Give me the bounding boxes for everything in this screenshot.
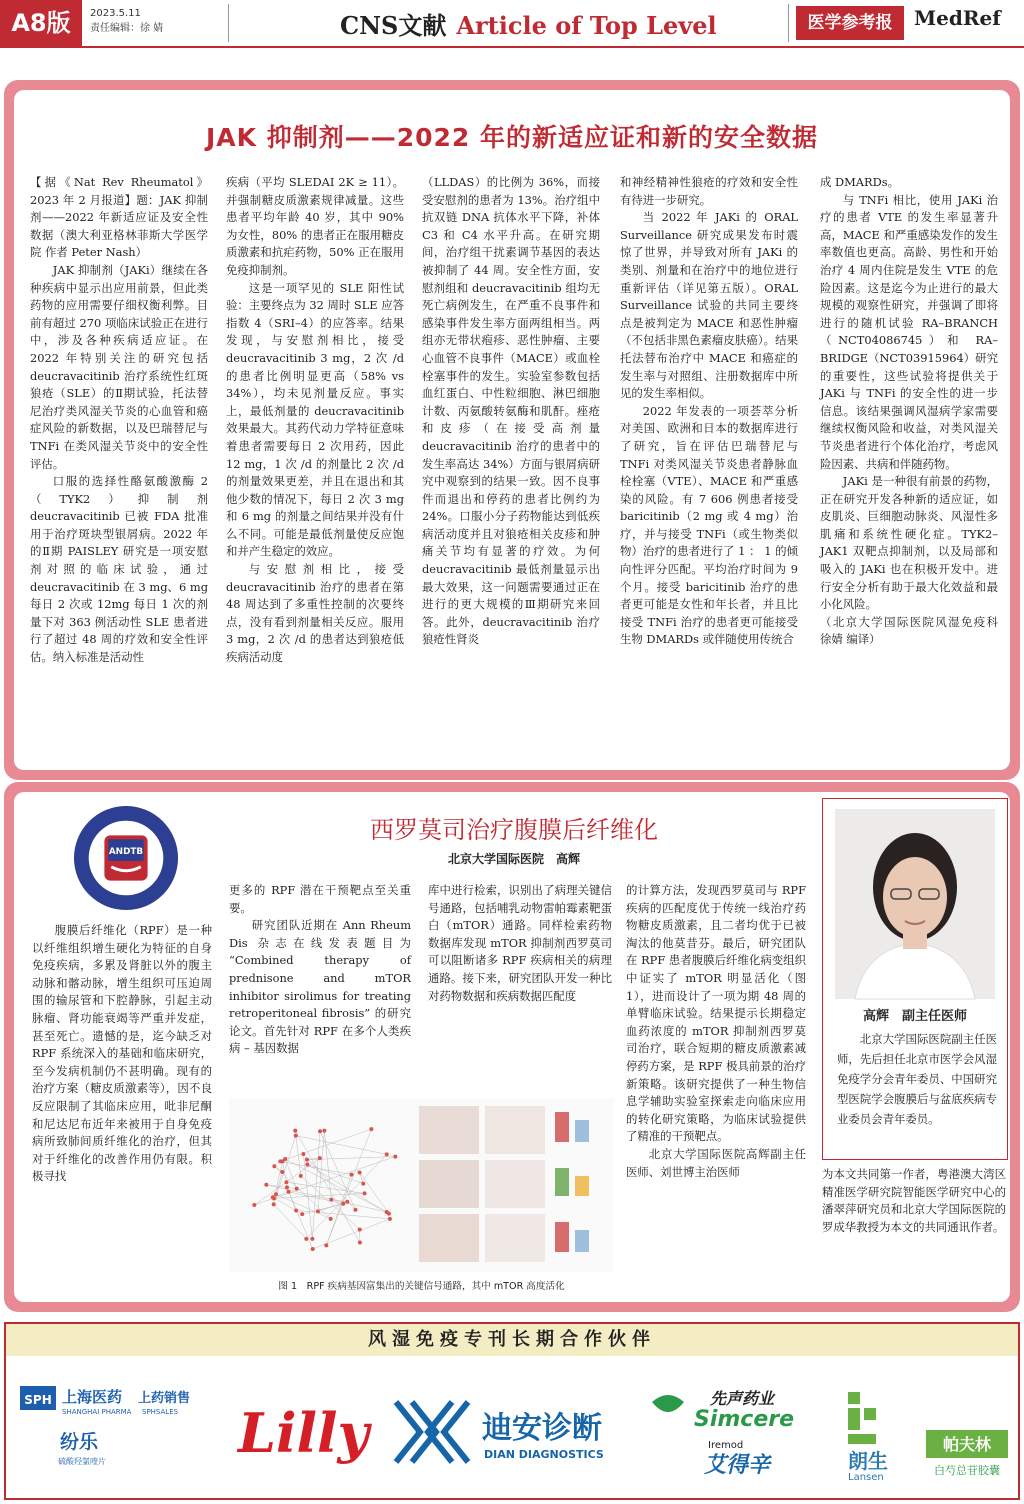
author-bio: 北京大学国际医院副主任医师，先后担任北京市医学会风湿免疫学分会青年委员、中国研究型医院学会腹膜后与盆底疾病专业委员会青年委员。 bbox=[837, 1032, 997, 1126]
figure-caption: 图 1 RPF 疾病基因富集出的关键信号通路，其中 mTOR 高度活化 bbox=[278, 1281, 565, 1292]
paragraph: 疾病（平均 SLEDAI 2K ≥ 11）。并强制糖皮质激素规律减量。这些患者平均年龄 40 岁，其中 90% 为女性，80% 的患者正在服用糖皮质激素和抗疟药物，50% 正在服用免疫抑制剂。 bbox=[226, 175, 408, 277]
iremod-en: Iremod bbox=[708, 1440, 744, 1451]
article-byline: 北京大学国际医院 高辉 bbox=[447, 852, 580, 866]
edition-label: A8版 bbox=[0, 0, 82, 46]
partners-section bbox=[4, 1322, 1020, 1500]
sph-name-en: SHANGHAI PHARMA bbox=[62, 1408, 132, 1416]
text-column bbox=[229, 882, 415, 1092]
lansen-logo bbox=[842, 1382, 1012, 1482]
article-title: JAK 抑制剂——2022 年的新适应证和新的安全数据 bbox=[205, 123, 818, 152]
header-divider bbox=[228, 4, 229, 42]
section-title-cn: CNS文献 bbox=[340, 11, 447, 40]
iremod-cn: 艾得辛 bbox=[704, 1453, 771, 1478]
paragraph: 更多的 RPF 潜在干预靶点至关重要。 bbox=[229, 883, 411, 915]
fenle-brand: 纷乐 bbox=[60, 1431, 99, 1453]
newspaper-name-en: MedRef bbox=[914, 6, 1001, 30]
article-title: 西罗莫司治疗腹膜后纤维化 bbox=[370, 816, 658, 844]
section-title-en: Article of Top Level bbox=[456, 11, 717, 40]
author-photo bbox=[835, 809, 995, 999]
figure-signaling-pathway bbox=[229, 1098, 614, 1272]
paragraph: JAK 抑制剂（JAKi）继续在各种疾病中显示出应用前景，但此类药物的应用需要仔细权衡利弊。目前有超过 270 项临床试验正在进行中，涉及各种疾病适应证。在 2022 年特别关注的研究包括 deucravacitinib 治疗系统性红斑狼疮（SLE）的Ⅱ期试验，托法替尼治疗类风湿关节炎的心血管和癌症风险的新数据，以及巴瑞替尼与 TNFi 在类风湿关节炎中的安全性评估。 bbox=[30, 262, 212, 471]
text-column bbox=[226, 174, 408, 770]
paragraph: JAKi 是一种很有前景的药物，正在研究开发各种新的适应证，如皮肌炎、巨细胞动脉炎、风湿性多肌痛和系统性硬化症。TYK2–JAK1 双靶点抑制剂，以及局部和吸入的 JAKi 也在积极开发中。进行安全分析有助于最大化效益和最小化风险。 bbox=[820, 474, 998, 612]
text-column bbox=[428, 882, 612, 1092]
text-column bbox=[822, 1166, 1006, 1302]
section-title bbox=[340, 6, 717, 41]
paragraph: 这是一项罕见的 SLE 阳性试验：主要终点为 32 周时 SLE 应答指数 4（SRI–4）的应答率。结果发现，与安慰剂相比，接受 deucravacitinib 3 mg，2 次 /d 的患者比例明显更高（58% vs 34%），均未见剂量反应。事实上，最低剂量的 deucravacitinib 效果最大。其药代动力学特征意味着患者需要每日 2 次用药，因此 12 mg，1 次 /d 的剂量比 2 次 /d 的剂量效果更差，并且在退出和其他少数的情况下，每日 2 次 3 mg 和 6 mg 的剂量之间结果并没有什么不同。可能是最低剂量使反应饱和并产生稳定的效应。 bbox=[226, 280, 408, 559]
issue-meta bbox=[90, 6, 163, 36]
paragraph: 和神经精神性狼疮的疗效和安全性有待进一步研究。 bbox=[620, 175, 798, 207]
paragraph: 与 TNFi 相比，使用 JAKi 治疗的患者 VTE 的发生率显著升高，MACE 和严重感染发作的发生率数值也更高。高龄、男性和开始治疗 4 周内住院是发生 VTE 的危险因素。这是迄今为止进行的最大规模的观察性研究，并强调了即将进行的随机试验 RA–BRANCH（NCT04086745）和 RA–BRIDGE（NCT03915964）研究的重要性，这些试验将提供关于 JAKi 与 TNFi 的安全性的进一步信息。该结果强调风湿病学家需要继续权衡风险和收益，对类风湿关节炎患者进行个体化治疗，考虑风险因素、共病和伴随药物。 bbox=[820, 192, 1002, 471]
sph-logo bbox=[20, 1382, 210, 1482]
text-column bbox=[30, 174, 212, 770]
paragraph: 研究团队近期在 Ann Rheum Dis 杂志在线发表题目为 “Combined therapy of prednisone and mTOR inhibitor sirolimus for treating retroperitoneal fibrosis” 的研究论文。首先针对 RPF 在多个人类疾病 – 基因数据 bbox=[229, 918, 415, 1056]
lansen-en: Lansen bbox=[848, 1472, 884, 1483]
sph-sales-en: SPHSALES bbox=[142, 1408, 179, 1416]
paragraph: 的计算方法，发现西罗莫司与 RPF 疾病的匹配度优于传统一线治疗药物糖皮质激素，且二者均优于已被淘汰的他莫昔芬。最后，研究团队在 RPF 患者腹膜后纤维化病变组织中证实了 mTOR 明显活化（图 1），进而设计了一项为期 48 周的单臂临床试验。结果提示长期稳定血药浓度的 mTOR 抑制剂西罗莫司治疗，联合短期的糖皮质激素减停药方案，是 RPF 极具前景的治疗新策略。该研究提供了一种生物信息学辅助实验室探索走向临床应用的转化研究策略，为临床试验提供了精准的干预靶点。 bbox=[626, 883, 810, 1144]
pafulin-sub: 白芍总苷胶囊 bbox=[934, 1464, 1000, 1477]
paragraph: 北京大学国际医院高辉副主任医师、刘世博主治医师 bbox=[626, 1146, 806, 1179]
paragraph: 腹膜后纤维化（RPF）是一种以纤维组织增生硬化为特征的自身免疫疾病，多累及肾脏以外的腹主动脉和髂动脉，增生组织可压迫周围的输尿管和下腔静脉，引起主动脉瘤、肾功能衰竭等严重并发症，甚至死亡。遗憾的是，迄今缺乏对 RPF 系统深入的基础和临床研究，至今发病机制仍不甚明确。现有的治疗方案（糖皮质激素等），因不良反应限制了其临床应用，吡非尼酮和尼达尼布近年来被用于自身免疫病所致肺间质纤维化的治疗，但其对于纤维化的改善作用仍有限。积极寻找 bbox=[32, 923, 216, 1184]
paragraph: 口服的选择性酪氨酸激酶 2（TYK2）抑制剂 deucravacitinib 已被 FDA 批准用于治疗斑块型银屑病。2022 年的Ⅱ期 PAISLEY 研究是一项安慰剂对照的临床试验，通过 deucravacitinib 在 3 mg、6 mg 每日 2 次或 12mg 每日 1 次的剂量下对 363 例活动性 SLE 患者进行了超过 48 周的疗效和安全性评估。纳入标准是活动性 bbox=[30, 474, 212, 665]
sph-abbr: SPH bbox=[24, 1393, 52, 1407]
lansen-cn: 朗生 bbox=[848, 1449, 888, 1473]
text-column bbox=[32, 922, 216, 1302]
dian-logo bbox=[392, 1382, 632, 1482]
dian-name-cn: 迪安诊断 bbox=[482, 1411, 602, 1446]
article-body bbox=[14, 90, 1010, 770]
simcere-en: Simcere bbox=[694, 1407, 795, 1432]
page-header bbox=[0, 0, 1024, 48]
article-panel-jak bbox=[4, 80, 1020, 780]
simcere-logo bbox=[648, 1382, 834, 1482]
andtb-logo bbox=[72, 804, 180, 912]
fenle-sub: 硫酸羟氯喹片 bbox=[58, 1457, 106, 1466]
article-body bbox=[14, 792, 1010, 1302]
text-column bbox=[820, 174, 1010, 770]
paragraph: 【据《Nat Rev Rheumatol》2023 年 2 月报道】题：JAK 抑制剂——2022 年新适应证及安全性数据（澳大利亚格林菲斯大学医学院 作者 Peter Nash） bbox=[30, 175, 208, 260]
paragraph: 成 DMARDs。 bbox=[820, 175, 899, 189]
lilly-text: Lilly bbox=[238, 1401, 369, 1465]
paragraph: 2022 年发表的一项荟萃分析对美国、欧洲和日本的数据库进行了研究，旨在评估巴瑞替尼与 TNFi 对类风湿关节炎患者静脉血栓栓塞（VTE）、MACE 和严重感染的风险。有 7 606 例患者接受 baricitinib（2 mg 或 4 mg）治疗，并与接受 TNFi（或生物类似物）治疗的患者进行了 1 ： 1 的倾向性评分匹配。平均治疗时间为 9 个月。接受 baricitinib 治疗的患者更可能是女性和年长者，并且比接受 TNFi 治疗的患者更可能接受生物 DMARDs 或伴随使用传统合 bbox=[620, 403, 802, 647]
responsible-editor: 责任编辑：徐 婧 bbox=[90, 23, 164, 34]
text-column bbox=[620, 174, 802, 770]
paragraph: 当 2022 年 JAKi 的 ORAL Surveillance 研究成果发布时震惊了世界，并导致对所有 JAKi 的类别、剂量和在治疗中的地位进行重新评估（详见第五版）。ORAL Surveillance 试验的共同主要终点是被判定为 MACE 和恶性肿瘤（不包括非黑色素瘤皮肤癌）。结果托法替布治疗中 MACE 和癌症的发生率与对照组、注册数据库中所见的发生率相似。 bbox=[620, 210, 802, 401]
text-column bbox=[626, 882, 810, 1302]
header-divider bbox=[788, 4, 789, 42]
sph-sales-cn: 上药销售 bbox=[138, 1391, 191, 1406]
logo-text: ANDTB bbox=[108, 847, 144, 858]
paragraph: （北京大学国际医院风湿免疫科 徐婧 编译） bbox=[820, 614, 1010, 647]
paragraph: 与安慰剂相比，接受 deucravacitinib 治疗的患者在第 48 周达到了多重性控制的次要终点，没有看到剂量相关反应。服用 3 mg，2 次 /d 的患者达到狼疮低疾病活动度 bbox=[226, 562, 408, 665]
paragraph: 库中进行检索，识别出了病理关键信号通路，包括哺乳动物雷帕霉素靶蛋白（mTOR）通路。同样检索药物数据库发现 mTOR 抑制剂西罗莫司可以阻断诸多 RPF 疾病相关的病理通路。接下来，研究团队开发一种比对药物数据和疾病数据匹配度 bbox=[428, 883, 612, 1003]
article-panel-rpf bbox=[4, 782, 1020, 1312]
newspaper-name: 医学参考报 bbox=[796, 6, 904, 40]
header-rule bbox=[0, 46, 1024, 48]
sph-name-cn: 上海医药 bbox=[62, 1388, 123, 1406]
author-profile-card bbox=[822, 798, 1008, 1160]
author-name: 高辉 副主任医师 bbox=[862, 1009, 967, 1024]
lilly-logo bbox=[232, 1382, 382, 1482]
dian-name-en: DIAN DIAGNOSTICS bbox=[484, 1448, 604, 1461]
pafulin-brand: 帕夫林 bbox=[942, 1435, 992, 1454]
simcere-cn: 先声药业 bbox=[710, 1389, 775, 1408]
issue-date: 2023.5.11 bbox=[90, 8, 141, 19]
paragraph: （LLDAS）的比例为 36%，而接受安慰剂的患者为 13%。治疗组中抗双链 DNA 抗体水平下降，补体 C3 和 C4 水平升高。在研究期间，治疗组干扰素调节基因的表达被抑制了 44 周。安全性方面，安慰剂组和 deucravacitinib 组均无死亡病例发生，在严重不良事件和感染事件发生率方面两组相当。两组亦无带状疱疹、恶性肿瘤、主要心血管不良事件（MACE）或血栓栓塞事件的发生。实验室参数包括血红蛋白、中性粒细胞、淋巴细胞计数、丙氨酸转氨酶和肌酐。痤疮和皮疹（在接受高剂量 deucravacitinib 治疗的患者中的发生率高达 34%）方面与银屑病研究中观察到的结果一致。因不良事件而退出和停药的患者比例约为 24%。口服小分子药物能达到低疾病活动度并且对狼疮相关皮疹和肿痛关节均有显著的疗效。为何 deucravacitinib 最低剂量显示出最大效果，这一问题需要通过正在进行的更大规模的Ⅲ期研究来回答。此外，deucravacitinib 治疗狼疮性肾炎 bbox=[422, 175, 604, 647]
partners-banner: 风湿免疫专刊长期合作伙伴 bbox=[6, 1324, 1018, 1356]
paragraph: 为本文共同第一作者，粤港澳大湾区精准医学研究院智能医学研究中心的潘翠萍研究员和北京大学国际医院的罗成华教授为本文的共同通讯作者。 bbox=[822, 1167, 1006, 1234]
text-column bbox=[422, 174, 604, 770]
